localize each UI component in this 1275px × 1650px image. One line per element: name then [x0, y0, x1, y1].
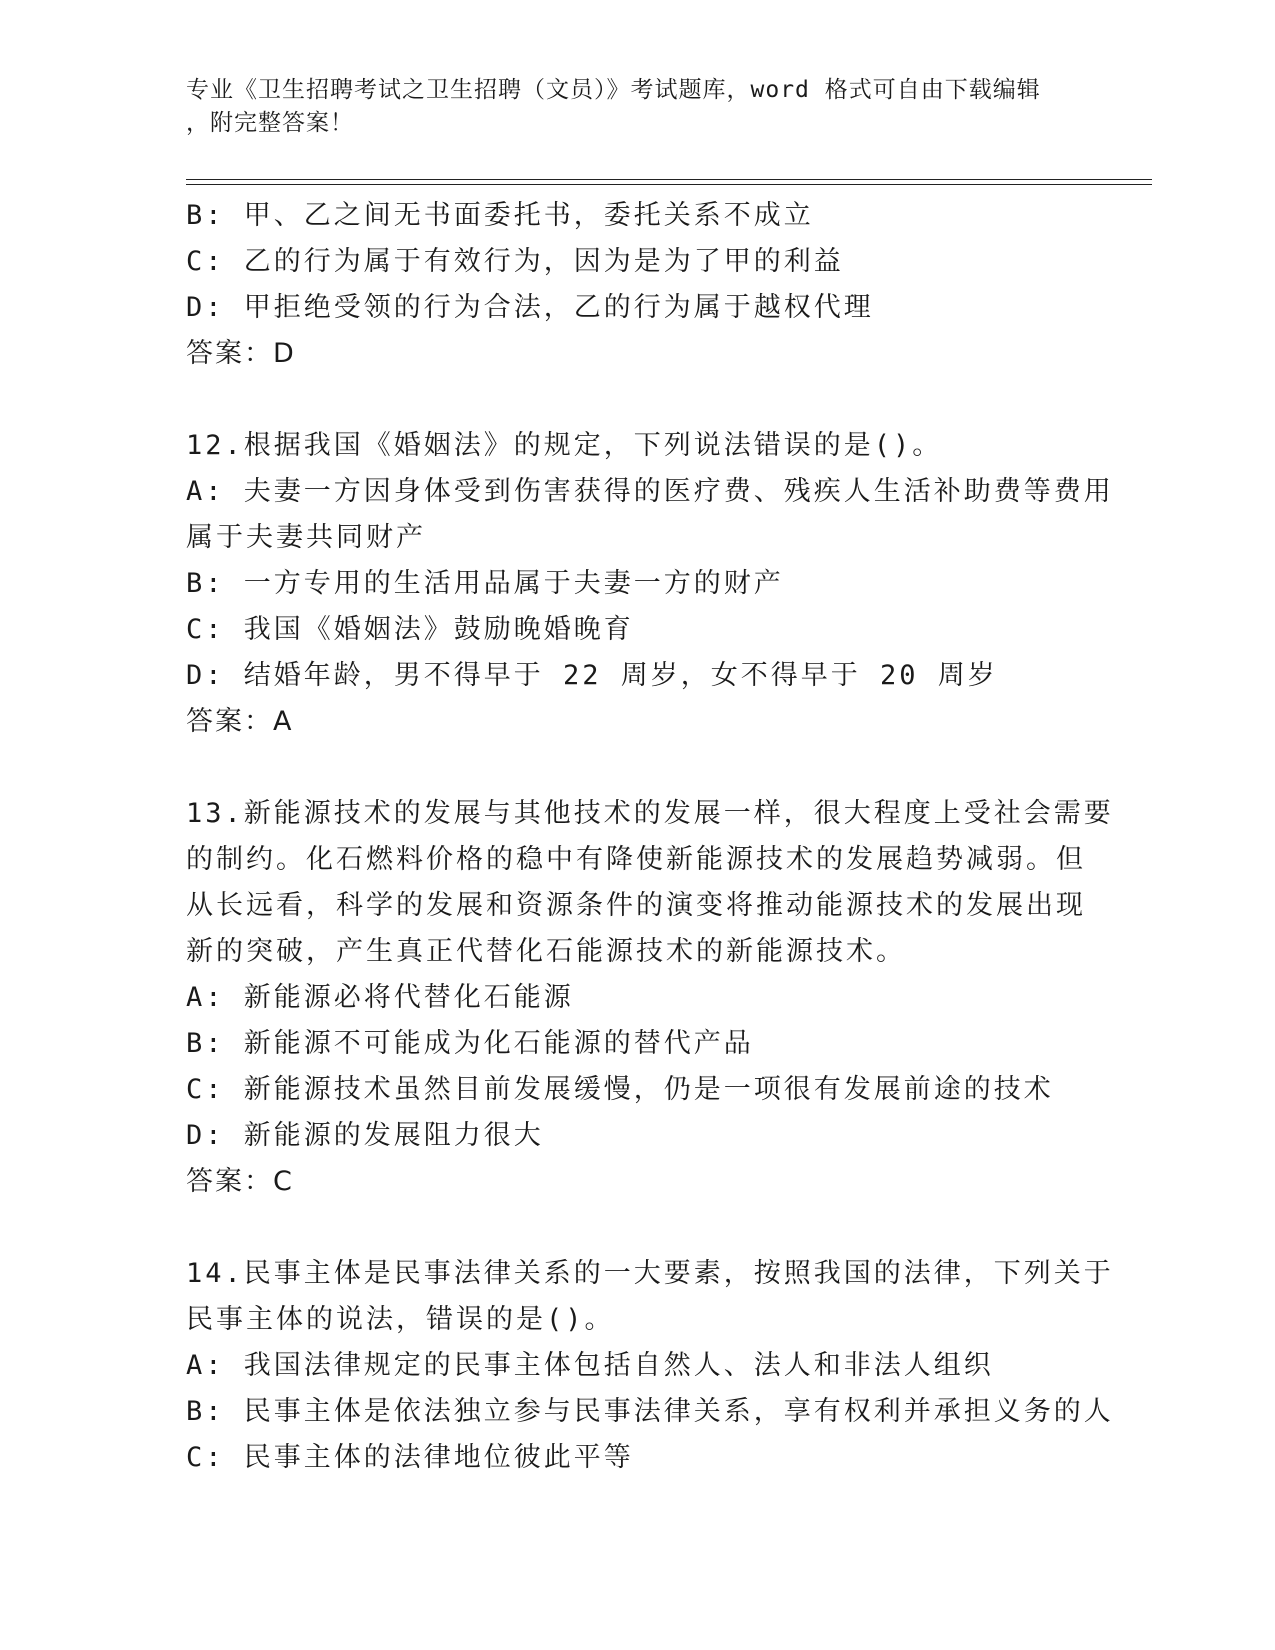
option-b: B: 一方专用的生活用品属于夫妻一方的财产: [186, 568, 784, 599]
option-d: D: 甲拒绝受领的行为合法，乙的行为属于越权代理: [186, 292, 874, 323]
answer: 答案：C: [186, 1166, 294, 1197]
spacer: [186, 745, 1086, 791]
option-c: C: 我国《婚姻法》鼓励晚婚晚育: [186, 614, 634, 645]
question-stem-continued: 的制约。化石燃料价格的稳中有降使新能源技术的发展趋势减弱。但: [186, 844, 1086, 875]
question-stem-continued: 新的突破，产生真正代替化石能源技术的新能源技术。: [186, 936, 906, 967]
question-list: [186, 193, 1114, 1481]
question-stem-continued: 民事主体的说法，错误的是()。: [186, 1304, 615, 1335]
option-c: C: 新能源技术虽然目前发展缓慢，仍是一项很有发展前途的技术: [186, 1074, 1054, 1105]
document-header: [186, 74, 1066, 140]
option-c: C: 乙的行为属于有效行为，因为是为了甲的利益: [186, 246, 844, 277]
question-stem-continued: 从长远看，科学的发展和资源条件的演变将推动能源技术的发展出现: [186, 890, 1086, 921]
question-stem: 14.民事主体是民事法律关系的一大要素，按照我国的法律，下列关于: [186, 1258, 1114, 1289]
question-stem: 13.新能源技术的发展与其他技术的发展一样，很大程度上受社会需要: [186, 798, 1114, 829]
option-a: A: 我国法律规定的民事主体包括自然人、法人和非法人组织: [186, 1350, 994, 1381]
spacer: [186, 377, 1086, 423]
option-a: A: 夫妻一方因身体受到伤害获得的医疗费、残疾人生活补助费等费用: [186, 476, 1114, 507]
header-divider-top: [186, 179, 1152, 180]
header-divider-bottom: [186, 184, 1152, 185]
header-line-1: 专业《卫生招聘考试之卫生招聘（文员）》考试题库，word 格式可自由下载编辑: [186, 77, 1041, 103]
option-a-continued: 属于夫妻共同财产: [186, 522, 426, 553]
option-b: B: 民事主体是依法独立参与民事法律关系，享有权利并承担义务的人: [186, 1396, 1114, 1427]
spacer: [186, 1205, 1086, 1251]
answer: 答案：D: [186, 338, 296, 369]
option-d: D: 结婚年龄，男不得早于 22 周岁，女不得早于 20 周岁: [186, 660, 998, 691]
question-13: [186, 791, 1114, 1205]
header-line-2: ，附完整答案！: [186, 110, 354, 136]
option-b: B: 新能源不可能成为化石能源的替代产品: [186, 1028, 754, 1059]
question-14: [186, 1251, 1114, 1481]
option-c: C: 民事主体的法律地位彼此平等: [186, 1442, 634, 1473]
option-b: B: 甲、乙之间无书面委托书，委托关系不成立: [186, 200, 814, 231]
option-a: A: 新能源必将代替化石能源: [186, 982, 574, 1013]
question-stem: 12.根据我国《婚姻法》的规定，下列说法错误的是()。: [186, 430, 943, 461]
question-12: [186, 423, 1114, 745]
option-d: D: 新能源的发展阻力很大: [186, 1120, 544, 1151]
answer: 答案：A: [186, 706, 294, 737]
question-11: [186, 193, 1086, 377]
